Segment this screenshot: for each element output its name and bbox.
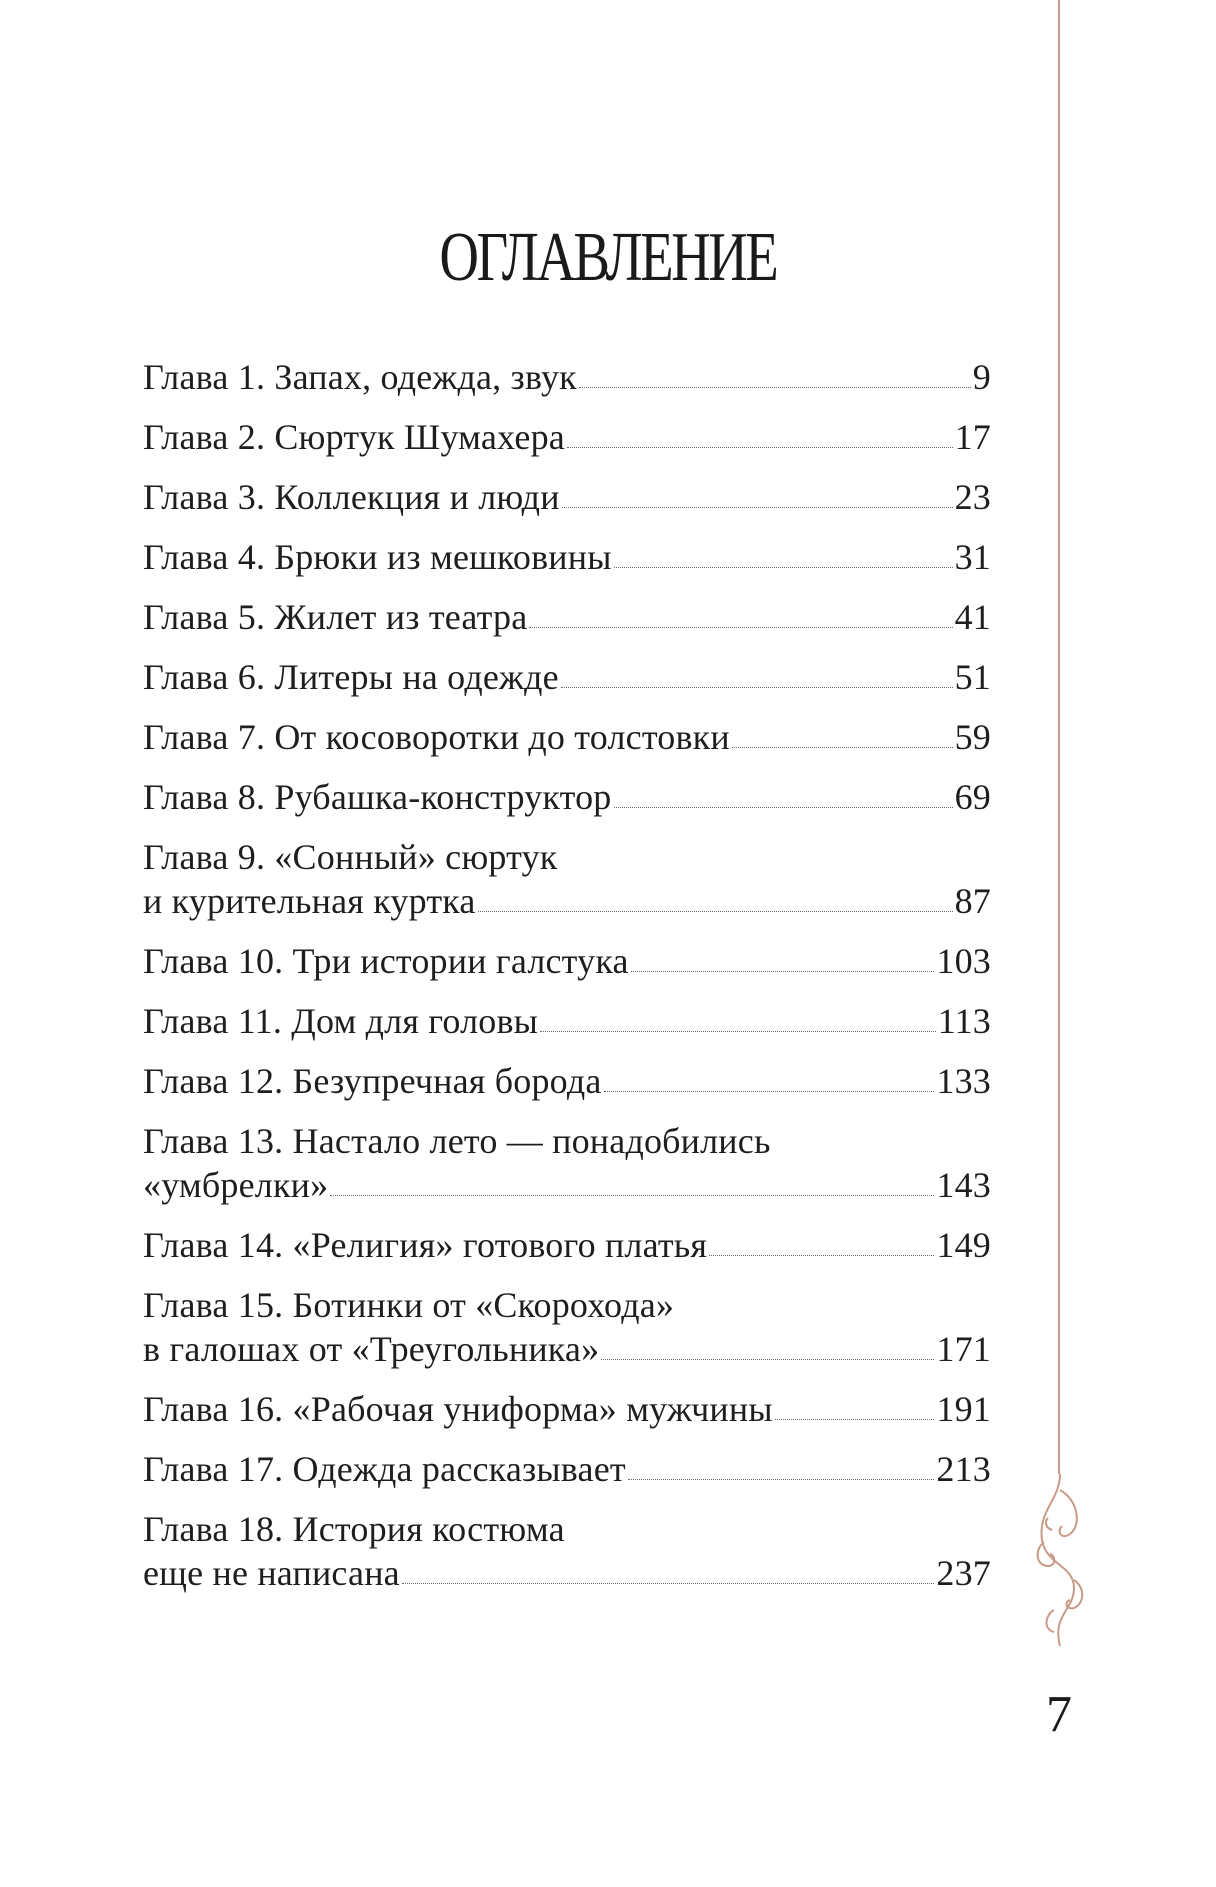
toc-entry-title: Глава 11. Дом для головы (143, 1001, 539, 1041)
toc-entry[interactable] (143, 475, 991, 519)
toc-entry-title: Глава 2. Сюртук Шумахера (143, 417, 565, 457)
toc-entry-page: 41 (954, 597, 991, 637)
toc-entry-page: 171 (936, 1329, 991, 1369)
toc-entry[interactable] (143, 1387, 991, 1431)
dot-leader (529, 627, 952, 628)
page-number: 7 (1046, 1686, 1072, 1743)
dot-leader (614, 567, 953, 568)
toc-entry-title: Глава 10. Три истории галстука (143, 941, 629, 981)
toc-entry[interactable] (143, 939, 991, 983)
dot-leader (402, 1583, 935, 1584)
toc-entry-page: 103 (936, 941, 991, 981)
toc-entry-title: и курительная куртка (143, 881, 476, 921)
toc-entry[interactable] (143, 415, 991, 459)
toc-entry-page: 17 (954, 417, 991, 457)
toc-entry-title-line: Глава 18. История костюма (143, 1509, 565, 1549)
toc-entry[interactable] (143, 1283, 991, 1371)
toc-entry[interactable] (143, 1447, 991, 1491)
toc-entry[interactable] (143, 1507, 991, 1595)
toc-entry-title: Глава 12. Безупречная борода (143, 1061, 602, 1101)
dot-leader (631, 971, 935, 972)
dot-leader (478, 911, 953, 912)
toc-entry-title: Глава 14. «Религия» готового платья (143, 1225, 708, 1265)
toc-entry-title: Глава 7. От косоворотки до толстовки (143, 717, 730, 757)
toc-entry-title: в галошах от «Треугольника» (143, 1329, 600, 1369)
toc-entry-title: Глава 6. Литеры на одежде (143, 657, 559, 697)
toc-entry-title: Глава 1. Запах, одежда, звук (143, 357, 577, 397)
dot-leader (709, 1255, 934, 1256)
toc-entry-page: 191 (936, 1389, 991, 1429)
toc-entry-title: Глава 3. Коллекция и люди (143, 477, 560, 517)
toc-entry[interactable] (143, 535, 991, 579)
dot-leader (775, 1419, 935, 1420)
toc-entry-page: 51 (954, 657, 991, 697)
dot-leader (562, 507, 953, 508)
floral-ornament-icon (1030, 1470, 1090, 1650)
dot-leader (604, 1091, 935, 1092)
toc-title: ОГЛАВЛЕНИЕ (439, 219, 777, 296)
toc-entry-title-line: Глава 13. Настало лето — понадобились (143, 1121, 771, 1161)
toc-entry-page: 87 (954, 881, 991, 921)
toc-entry-title-line: Глава 9. «Сонный» сюртук (143, 837, 558, 877)
toc-entry[interactable] (143, 835, 991, 923)
dot-leader (601, 1359, 934, 1360)
toc-entry-page: 9 (972, 357, 991, 397)
toc-entry[interactable] (143, 715, 991, 759)
toc-entry-page: 23 (954, 477, 991, 517)
toc-entry-page: 59 (954, 717, 991, 757)
dot-leader (330, 1195, 934, 1196)
toc-entry[interactable] (143, 1223, 991, 1267)
toc-entry[interactable] (143, 1059, 991, 1103)
toc-entry-title: Глава 17. Одежда рассказывает (143, 1449, 626, 1489)
toc-entry[interactable] (143, 775, 991, 819)
toc-entry-title: «умбрелки» (143, 1165, 329, 1205)
toc-entry-page: 31 (954, 537, 991, 577)
toc-entry-title: еще не написана (143, 1553, 400, 1593)
dot-leader (614, 807, 953, 808)
dot-leader (567, 447, 953, 448)
toc-entry[interactable] (143, 355, 991, 399)
dot-leader (561, 687, 953, 688)
dot-leader (732, 747, 953, 748)
toc-entry-page: 213 (936, 1449, 991, 1489)
dot-leader (540, 1031, 936, 1032)
toc-entry[interactable] (143, 1119, 991, 1207)
toc-entry-page: 113 (937, 1001, 991, 1041)
toc-entry[interactable] (143, 655, 991, 699)
toc-entry-title: Глава 4. Брюки из мешковины (143, 537, 612, 577)
toc-entry-title: Глава 16. «Рабочая униформа» мужчины (143, 1389, 773, 1429)
toc-entry-page: 133 (936, 1061, 991, 1101)
toc-entry-title: Глава 8. Рубашка-конструктор (143, 777, 612, 817)
dot-leader (628, 1479, 935, 1480)
toc-entry-page: 143 (936, 1165, 991, 1205)
toc-entry-page: 69 (954, 777, 991, 817)
table-of-contents (143, 355, 991, 1611)
toc-entry-page: 237 (936, 1553, 991, 1593)
toc-entry[interactable] (143, 999, 991, 1043)
toc-entry[interactable] (143, 595, 991, 639)
toc-entry-title: Глава 5. Жилет из театра (143, 597, 528, 637)
toc-entry-page: 149 (936, 1225, 991, 1265)
toc-entry-title-line: Глава 15. Ботинки от «Скорохода» (143, 1285, 675, 1325)
dot-leader (579, 387, 971, 388)
